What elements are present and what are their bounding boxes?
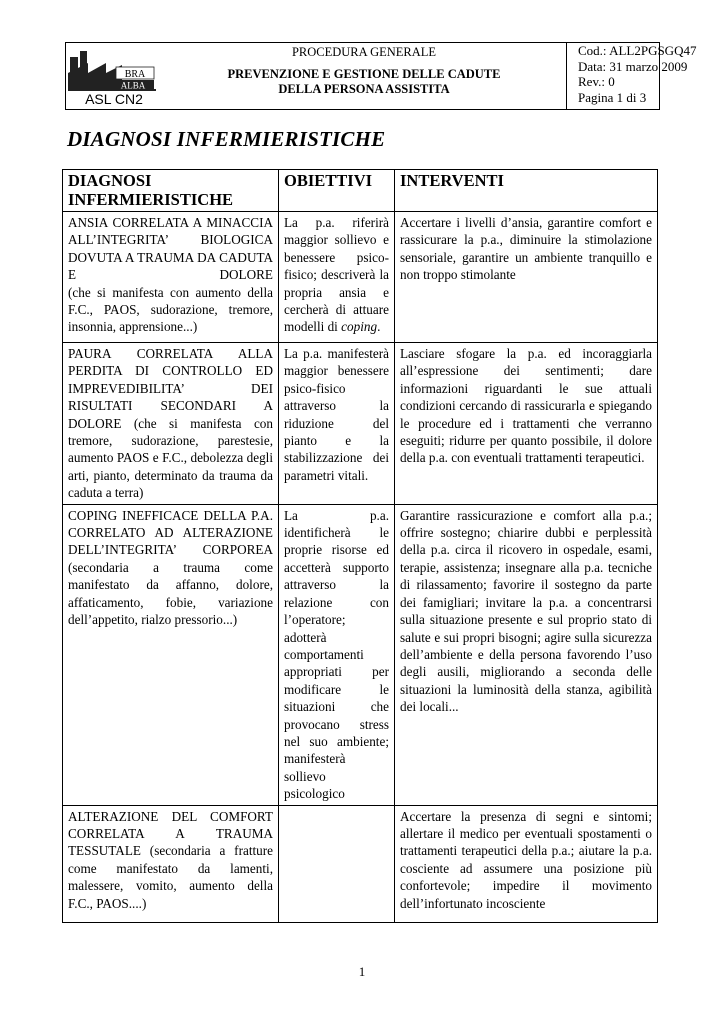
table-row bbox=[63, 343, 658, 505]
logo-text-alba: ALBA bbox=[120, 80, 146, 91]
table-header-row bbox=[63, 170, 658, 212]
logo-text-bra: BRA bbox=[124, 69, 146, 80]
obiettivi-emphasis: coping bbox=[341, 319, 378, 335]
header-interventi: INTERVENTI bbox=[395, 170, 658, 212]
table-row bbox=[63, 805, 658, 922]
obiettivi-text: La p.a. riferirà maggior sollievo e benessere psico-fisico; descriverà la propria ansia e cercherà di attuare modelli di bbox=[284, 215, 389, 335]
table-row bbox=[63, 504, 658, 805]
document-meta bbox=[566, 43, 697, 109]
table-row bbox=[63, 212, 658, 343]
procedure-title-line1: PREVENZIONE E GESTIONE DELLE CADUTE bbox=[227, 67, 501, 81]
cell-diagnosi: COPING INEFFICACE DELLA P.A. CORRELATO AD ALTERAZIONE DELL’INTEGRITA’ CORPOREA (secondaria a trauma come manifestato da affanno, dolore, affaticamento, fobie, variazione dell’appetito, rialzo pressorio...) bbox=[63, 504, 279, 805]
document-header bbox=[65, 42, 697, 110]
document-code: Cod.: ALL2PGSGQ47 bbox=[578, 43, 697, 58]
page-title: DIAGNOSI INFERMIERISTICHE bbox=[67, 127, 386, 151]
document-page: Pagina 1 di 3 bbox=[578, 89, 647, 105]
factory-logo-icon bbox=[66, 43, 162, 109]
document-date: Data: 31 marzo 2009 bbox=[578, 58, 688, 74]
header-obiettivi: OBIETTIVI bbox=[279, 170, 395, 212]
cell-interventi: Garantire rassicurazione e comfort alla p.a.; offrire sostegno; chiarire dubbi e perplessità della p.a. circa il ricovero in ospedale, esami, terapie, assistenza; insegnare alla p.a. tecniche di rilassamento; favorire il sostegno da parte dei famigliari; invitare la p.a. a concentrarsi sulla situazione presente e sul proprio stato di salute e sui propri bisogni; agire sulla sicurezza dell’ambiente e della persona favorendo l’uso degli ausili, migliorando a seconda delle situazioni la luminosità della stanza, agibilità dei locali... bbox=[395, 504, 658, 805]
cell-interventi: Lasciare sfogare la p.a. ed incoraggiarla all’espressione dei sentimenti; dare informazioni riguardanti le sue attuali condizioni cercando di rassicurarla e spiegando le procedure ed i trattamenti che verranno eseguiti; ridurre per quanto possibile, il dolore della p.a. con eventuali trattamenti terapeutici. bbox=[395, 343, 658, 505]
cell-diagnosi bbox=[63, 212, 279, 343]
cell-obiettivi: La p.a. manifesterà maggior benessere psico-fisico attraverso la riduzione del pianto e la stabilizzazione dei parametri vitali. bbox=[279, 343, 395, 505]
procedure-type: PROCEDURA GENERALE bbox=[291, 45, 437, 59]
header-diagnosi: DIAGNOSI INFERMIERISTICHE bbox=[63, 170, 279, 212]
cell-diagnosi: PAURA CORRELATA ALLA PERDITA DI CONTROLLO ED IMPREVEDIBILITA’ DEI RISULTATI SECONDARI A DOLORE (che si manifesta con tremore, sudorazione, parestesie, aumento PAOS e F.C., debolezza degli arti, pianto, determinato da trauma da caduta a terra) bbox=[63, 343, 279, 505]
cell-obiettivi: La p.a. identificherà le proprie risorse ed accetterà supporto attraverso la relazione con l’operatore; adotterà comportamenti appropriati per modificare le situazioni che provocano stress nel suo ambiente; manifesterà sollievo psicologico bbox=[279, 504, 395, 805]
cell-obiettivi bbox=[279, 212, 395, 343]
obiettivi-end: . bbox=[377, 319, 381, 335]
cell-interventi: Accertare la presenza di segni e sintomi; allertare il medico per eventuali spostamenti o trattamenti terapeutici della p.a.; aiutare la p.a. cosciente ad assumere una posizione più confortevole; impedire il movimento dell’infortunato incosciente bbox=[395, 805, 658, 922]
diagnosi-detail: (che si manifesta con aumento della F.C., PAOS, sudorazione, tremore, insonnia, apprensione...) bbox=[68, 284, 273, 335]
header-title-block bbox=[162, 43, 566, 109]
diagnosi-title: ANSIA CORRELATA A MINACCIA ALL’INTEGRITA’ BIOLOGICA DOVUTA A TRAUMA DA CADUTA E DOLORE bbox=[68, 215, 273, 283]
diagnosis-table bbox=[62, 169, 658, 923]
cell-interventi: Accertare i livelli d’ansia, garantire comfort e rassicurare la p.a., diminuire la stimolazione sensoriale, garantire un ambiente tranquillo e non troppo stimolante bbox=[395, 212, 658, 343]
page-number: 1 bbox=[358, 964, 366, 979]
asl-logo bbox=[66, 43, 162, 109]
logo-text-asl: ASL CN2 bbox=[85, 91, 143, 107]
cell-diagnosi: ALTERAZIONE DEL COMFORT CORRELATA A TRAUMA TESSUTALE (secondaria a fratture come manifestato da lamenti, malessere, vomito, aumento della F.C., PAOS....) bbox=[63, 805, 279, 922]
cell-obiettivi bbox=[279, 805, 395, 922]
procedure-title-line2: DELLA PERSONA ASSISTITA bbox=[278, 82, 450, 96]
document-revision: Rev.: 0 bbox=[578, 74, 615, 89]
